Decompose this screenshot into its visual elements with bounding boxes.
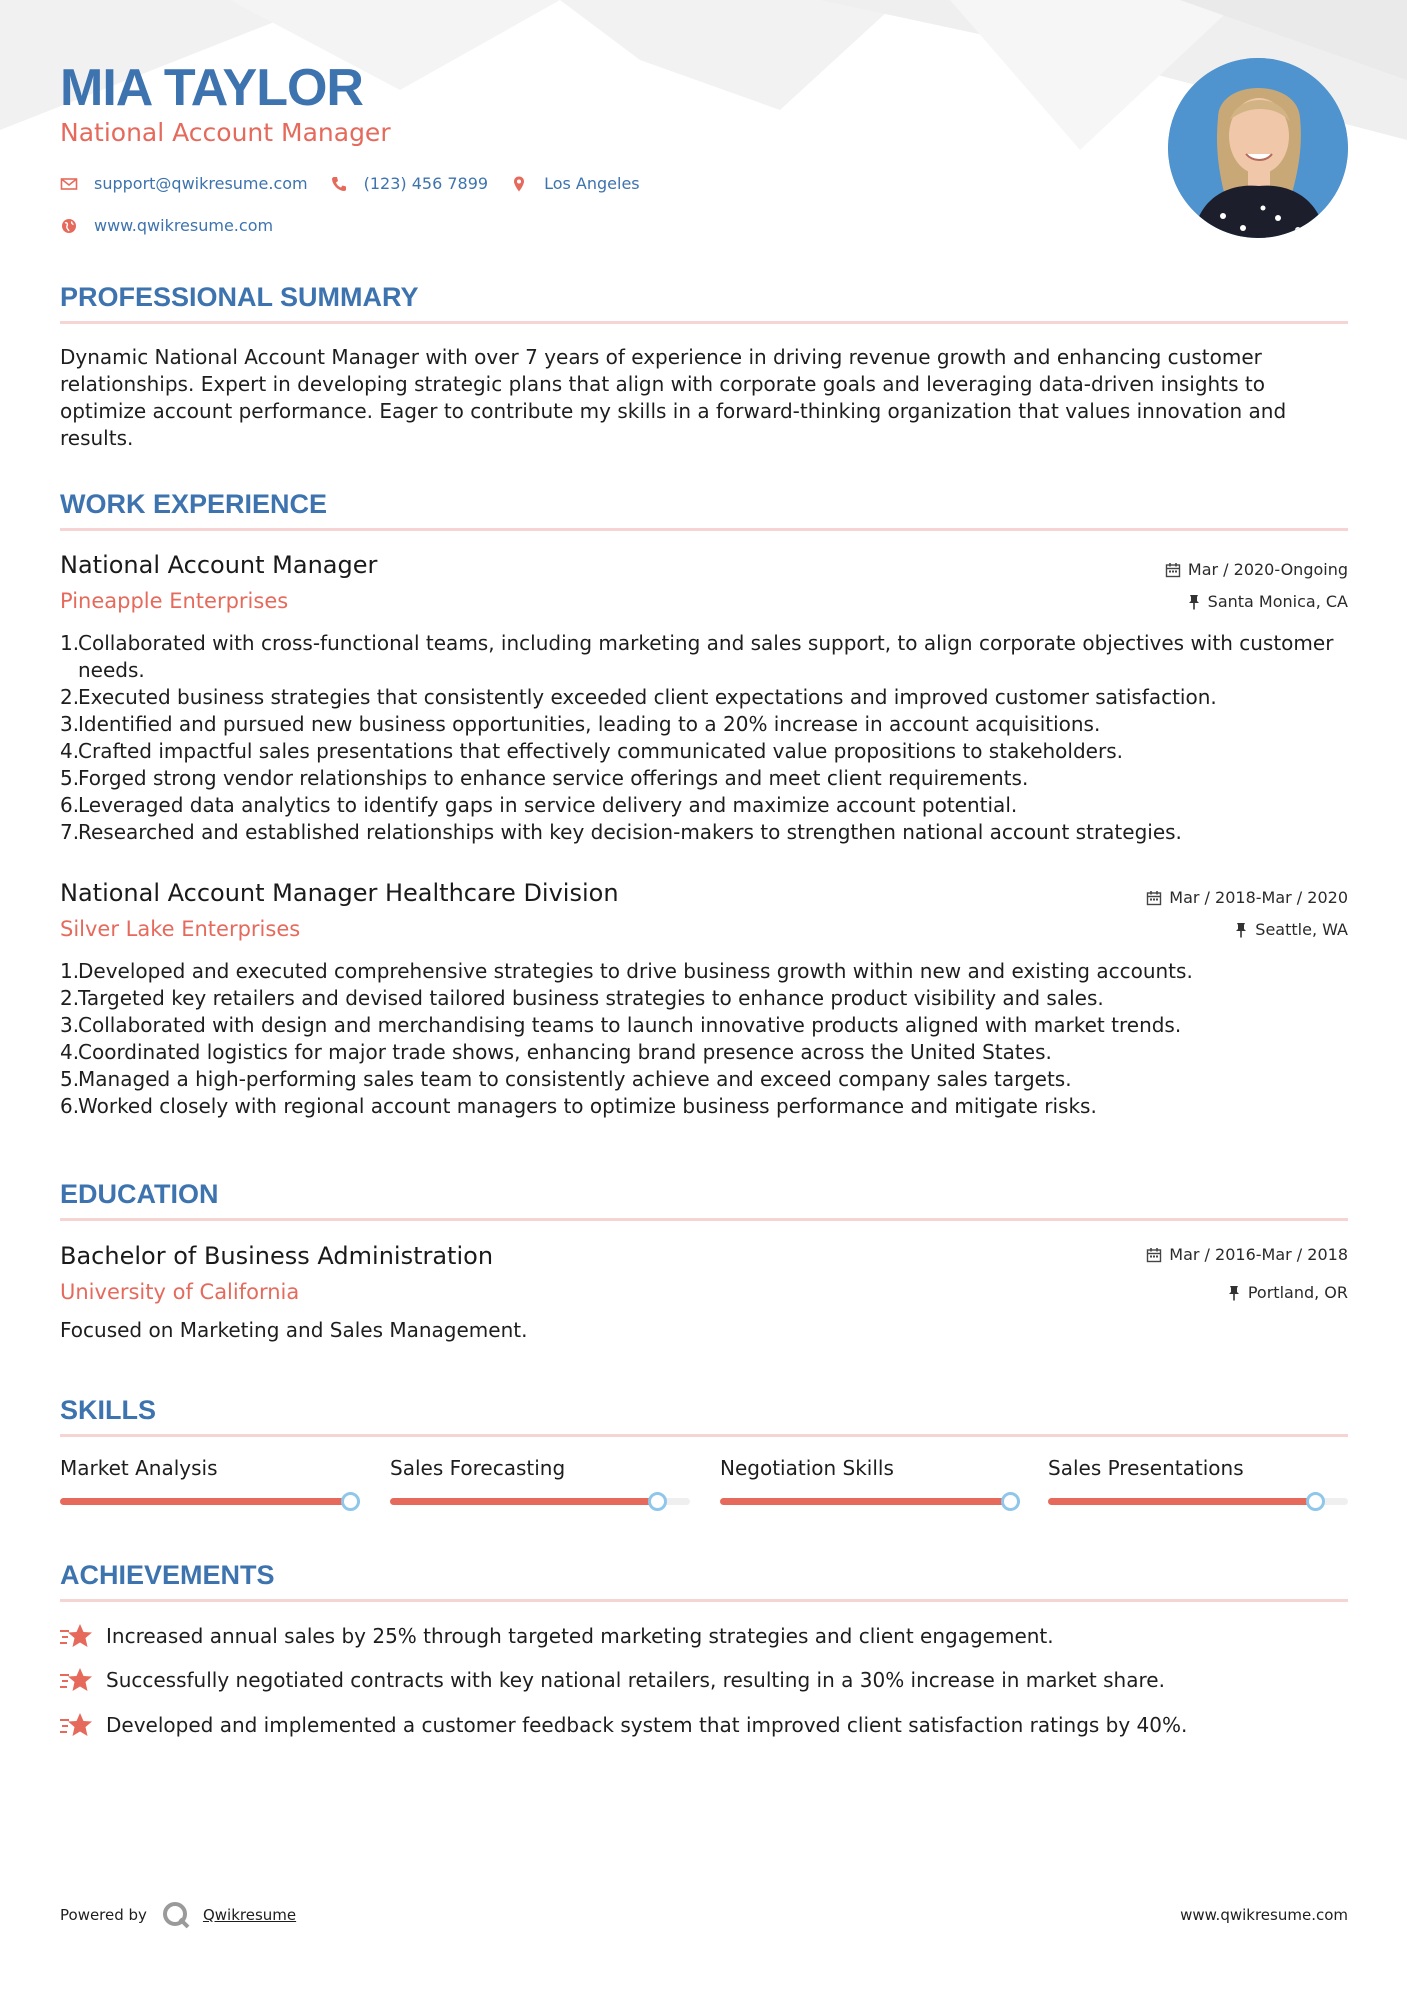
achievement-text: Developed and implemented a customer feedback system that improved client satisfaction ratings by 40%. bbox=[106, 1713, 1188, 1737]
skill-name: Market Analysis bbox=[60, 1456, 218, 1480]
skill-name: Sales Presentations bbox=[1048, 1456, 1244, 1480]
skill-item bbox=[720, 1456, 1020, 1480]
experience-heading: WORK EXPERIENCE bbox=[60, 489, 328, 519]
job-1-date bbox=[1165, 560, 1348, 579]
pin-icon bbox=[1187, 594, 1201, 610]
skills-heading: SKILLS bbox=[60, 1395, 157, 1425]
job-1-location bbox=[1187, 592, 1348, 611]
skill-bar-track bbox=[60, 1498, 360, 1505]
envelope-icon bbox=[60, 175, 78, 193]
job-2-location bbox=[1234, 920, 1348, 939]
job-2-title: National Account Manager Healthcare Division bbox=[60, 879, 619, 907]
candidate-title: National Account Manager bbox=[60, 118, 391, 147]
achievement-item bbox=[60, 1622, 1054, 1650]
contact-row-secondary bbox=[60, 216, 295, 235]
qwikresume-logo-icon bbox=[161, 1900, 191, 1930]
job-2-bullet: Coordinated logistics for major trade shows, enhancing brand presence across the United States. bbox=[78, 1040, 1052, 1064]
skill-item bbox=[1048, 1456, 1348, 1480]
calendar-icon bbox=[1165, 562, 1181, 578]
phone-text: (123) 456 7899 bbox=[363, 174, 489, 193]
education-date-text: Mar / 2016-Mar / 2018 bbox=[1169, 1245, 1348, 1264]
job-2-bullet: Collaborated with design and merchandising teams to launch innovative products aligned with market trends. bbox=[78, 1013, 1182, 1037]
skill-name: Sales Forecasting bbox=[390, 1456, 566, 1480]
job-1-location-text: Santa Monica, CA bbox=[1207, 592, 1348, 611]
summary-divider bbox=[60, 321, 1348, 324]
job-2-bullet: Targeted key retailers and devised tailored business strategies to enhance product visibility and sales. bbox=[78, 986, 1104, 1010]
star-award-icon bbox=[60, 1666, 94, 1694]
skill-bar-track bbox=[1048, 1498, 1348, 1505]
education-heading: EDUCATION bbox=[60, 1179, 219, 1209]
education-description: Focused on Marketing and Sales Management. bbox=[60, 1318, 528, 1342]
job-2-company: Silver Lake Enterprises bbox=[60, 917, 301, 941]
profile-photo-illustration bbox=[1168, 58, 1348, 238]
profile-photo bbox=[1168, 58, 1348, 238]
contact-row-primary bbox=[60, 174, 662, 193]
job-2-location-text: Seattle, WA bbox=[1255, 920, 1348, 939]
contact-website[interactable] bbox=[60, 216, 273, 235]
star-award-icon bbox=[60, 1711, 94, 1739]
job-2-bullet: Worked closely with regional account managers to optimize business performance and mitigate risks. bbox=[78, 1094, 1097, 1118]
skills-divider bbox=[60, 1434, 1348, 1437]
job-1-company: Pineapple Enterprises bbox=[60, 589, 289, 613]
candidate-name: MIA TAYLOR bbox=[60, 59, 363, 117]
star-award-icon bbox=[60, 1622, 94, 1650]
pin-icon bbox=[1227, 1285, 1241, 1301]
skill-bar-track bbox=[720, 1498, 1020, 1505]
phone-icon bbox=[330, 175, 348, 193]
email-text: support@qwikresume.com bbox=[94, 174, 308, 193]
skill-bar-track bbox=[390, 1498, 690, 1505]
job-1-bullet: Researched and established relationships with key decision-makers to strengthen national account strategies. bbox=[78, 820, 1182, 844]
achievement-text: Successfully negotiated contracts with key national retailers, resulting in a 30% increase in market share. bbox=[106, 1668, 1165, 1692]
calendar-icon bbox=[1146, 1247, 1162, 1263]
powered-by-label: Powered by bbox=[60, 1906, 147, 1924]
skill-item bbox=[390, 1456, 690, 1480]
education-degree: Bachelor of Business Administration bbox=[60, 1242, 494, 1270]
location-text: Los Angeles bbox=[544, 174, 640, 193]
pin-icon bbox=[1234, 922, 1248, 938]
education-school: University of California bbox=[60, 1280, 300, 1304]
brand-link[interactable]: Qwikresume bbox=[202, 1906, 297, 1924]
contact-location bbox=[510, 174, 640, 193]
achievements-divider bbox=[60, 1599, 1348, 1602]
achievements-heading: ACHIEVEMENTS bbox=[60, 1560, 275, 1590]
job-2-bullet: Developed and executed comprehensive strategies to drive business growth within new and existing accounts. bbox=[78, 959, 1193, 983]
education-divider bbox=[60, 1218, 1348, 1221]
summary-heading: PROFESSIONAL SUMMARY bbox=[60, 282, 419, 312]
job-1-bullet: Identified and pursued new business opportunities, leading to a 20% increase in account acquisitions. bbox=[78, 712, 1101, 736]
job-1-date-text: Mar / 2020-Ongoing bbox=[1187, 560, 1348, 579]
skill-bar-fill bbox=[1048, 1498, 1315, 1505]
job-2-date bbox=[1146, 888, 1348, 907]
contact-phone[interactable] bbox=[330, 174, 488, 193]
job-1-bullet: Forged strong vendor relationships to enhance service offerings and meet client requirements. bbox=[78, 766, 1029, 790]
achievement-text: Increased annual sales by 25% through targeted marketing strategies and client engagement. bbox=[106, 1624, 1054, 1648]
education-location bbox=[1227, 1283, 1348, 1302]
contact-email[interactable] bbox=[60, 174, 308, 193]
job-1-bullet: Executed business strategies that consistently exceeded client expectations and improved customer satisfaction. bbox=[78, 685, 1217, 709]
globe-icon bbox=[60, 217, 78, 235]
footer-powered-by bbox=[60, 1900, 296, 1930]
education-location-text: Portland, OR bbox=[1247, 1283, 1348, 1302]
achievement-item bbox=[60, 1711, 1187, 1739]
calendar-icon bbox=[1146, 890, 1162, 906]
footer-url[interactable]: www.qwikresume.com bbox=[1180, 1906, 1348, 1924]
skill-bar-knob bbox=[1306, 1492, 1325, 1511]
education-date bbox=[1146, 1245, 1348, 1264]
job-1-bullet: Collaborated with cross-functional teams, including marketing and sales support, to align corporate objectives with customer needs. bbox=[78, 631, 1334, 682]
job-2-bullet: Managed a high-performing sales team to consistently achieve and exceed company sales targets. bbox=[78, 1067, 1072, 1091]
website-text: www.qwikresume.com bbox=[94, 216, 274, 235]
skill-name: Negotiation Skills bbox=[720, 1456, 894, 1480]
experience-divider bbox=[60, 528, 1348, 531]
job-2-responsibilities bbox=[60, 958, 1348, 1120]
achievement-item bbox=[60, 1666, 1165, 1694]
job-1-bullet: Crafted impactful sales presentations that effectively communicated value propositions to stakeholders. bbox=[78, 739, 1123, 763]
skill-bar-knob bbox=[341, 1492, 360, 1511]
job-2-date-text: Mar / 2018-Mar / 2020 bbox=[1169, 888, 1348, 907]
job-1-bullet: Leveraged data analytics to identify gaps in service delivery and maximize account potential. bbox=[78, 793, 1018, 817]
map-pin-icon bbox=[510, 175, 528, 193]
skill-bar-fill bbox=[720, 1498, 1020, 1505]
job-1-responsibilities bbox=[60, 630, 1348, 846]
skill-item bbox=[60, 1456, 360, 1480]
job-1-title: National Account Manager bbox=[60, 551, 378, 579]
skill-bar-fill bbox=[60, 1498, 360, 1505]
skill-bar-knob bbox=[648, 1492, 667, 1511]
skill-bar-fill bbox=[390, 1498, 657, 1505]
skill-bar-knob bbox=[1001, 1492, 1020, 1511]
summary-text: Dynamic National Account Manager with over 7 years of experience in driving revenue growth and enhancing customer relationships. Expert in developing strategic plans that align with corporate goals and leveraging data-driven insights to optimize account performance. Eager to contribute my skills in a forward-thinking organization that values innovation and results. bbox=[60, 345, 1287, 450]
